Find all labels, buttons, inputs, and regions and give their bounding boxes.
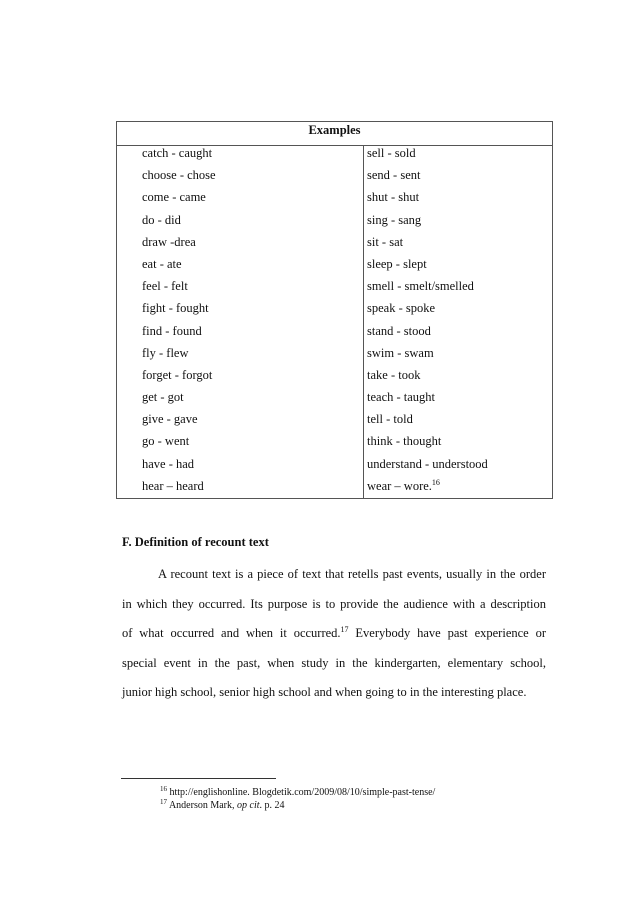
table-row: give - gave [142, 412, 198, 427]
table-row: come - came [142, 190, 206, 205]
footnote-text[interactable]: http://englishonline. Blogdetik.com/2009/08/10/simple-past-tense/ [167, 787, 436, 798]
table-row: speak - spoke [367, 301, 436, 316]
table-row: sleep - slept [367, 256, 427, 271]
table-row: find - found [142, 323, 202, 338]
table-column-divider [363, 145, 364, 498]
table-row: catch - caught [142, 146, 213, 160]
paragraph-line: A recount text is a piece of text that retells past events, usually in the order [158, 567, 546, 581]
table-row: choose - chose [142, 168, 216, 183]
table-row: sing - sang [367, 212, 422, 227]
table-row: understand - understood [367, 456, 488, 471]
paragraph-line: in which they occurred. Its purpose is to provide the audience with a description [122, 597, 546, 611]
footnote [160, 787, 435, 798]
table-row: hear – heard [142, 478, 204, 493]
table-row: feel - felt [142, 279, 188, 294]
table-row: go - went [142, 434, 190, 449]
table-row: have - had [142, 456, 195, 471]
footnote-text: . p. 24 [259, 800, 285, 811]
footnote-text-italic: op cit [237, 800, 260, 811]
table-row: draw -drea [142, 234, 196, 249]
table-row [367, 477, 488, 499]
table-row: think - thought [367, 434, 442, 449]
footnote-ref[interactable]: 17 [340, 625, 349, 634]
table-row: tell - told [367, 412, 413, 427]
table-row: shut - shut [367, 190, 420, 205]
table-row: send - sent [367, 168, 421, 183]
table-row: fight - fought [142, 301, 209, 316]
footnote-ref[interactable]: 16 [431, 477, 440, 487]
footnote-number: 17 [160, 798, 167, 806]
footnote-number: 16 [160, 785, 167, 793]
table-row: smell - smelt/smelled [367, 279, 474, 294]
footnote-text: Anderson Mark, [167, 800, 237, 811]
table-row: teach - taught [367, 390, 436, 405]
table-row: sit - sat [367, 234, 404, 249]
paragraph-text: Everybody have past experience or [348, 626, 546, 640]
table-row: get - got [142, 390, 184, 405]
table-cell-text: wear – wore. [367, 478, 432, 493]
table-row: do - did [142, 212, 181, 227]
footnote-separator [121, 778, 276, 779]
table-row: sell - sold [367, 146, 416, 160]
section-heading: F. Definition of recount text [122, 535, 269, 549]
left-column [142, 144, 216, 499]
paragraph-text: of what occurred and when it occurred. [122, 626, 341, 640]
table-row: eat - ate [142, 256, 182, 271]
table-row: forget - forgot [142, 367, 213, 382]
table-row: fly - flew [142, 345, 189, 360]
table-row: take - took [367, 367, 421, 382]
paragraph-line [122, 626, 546, 641]
examples-table [116, 121, 553, 499]
table-row: stand - stood [367, 323, 431, 338]
footnote [160, 800, 285, 811]
paragraph-line: special event in the past, when study in the kindergarten, elementary school, [122, 656, 546, 670]
paragraph-line: junior high school, senior high school and when going to in the interesting place. [122, 685, 527, 699]
table-header: Examples [117, 122, 552, 146]
table-row: swim - swam [367, 345, 434, 360]
right-column [367, 144, 488, 499]
